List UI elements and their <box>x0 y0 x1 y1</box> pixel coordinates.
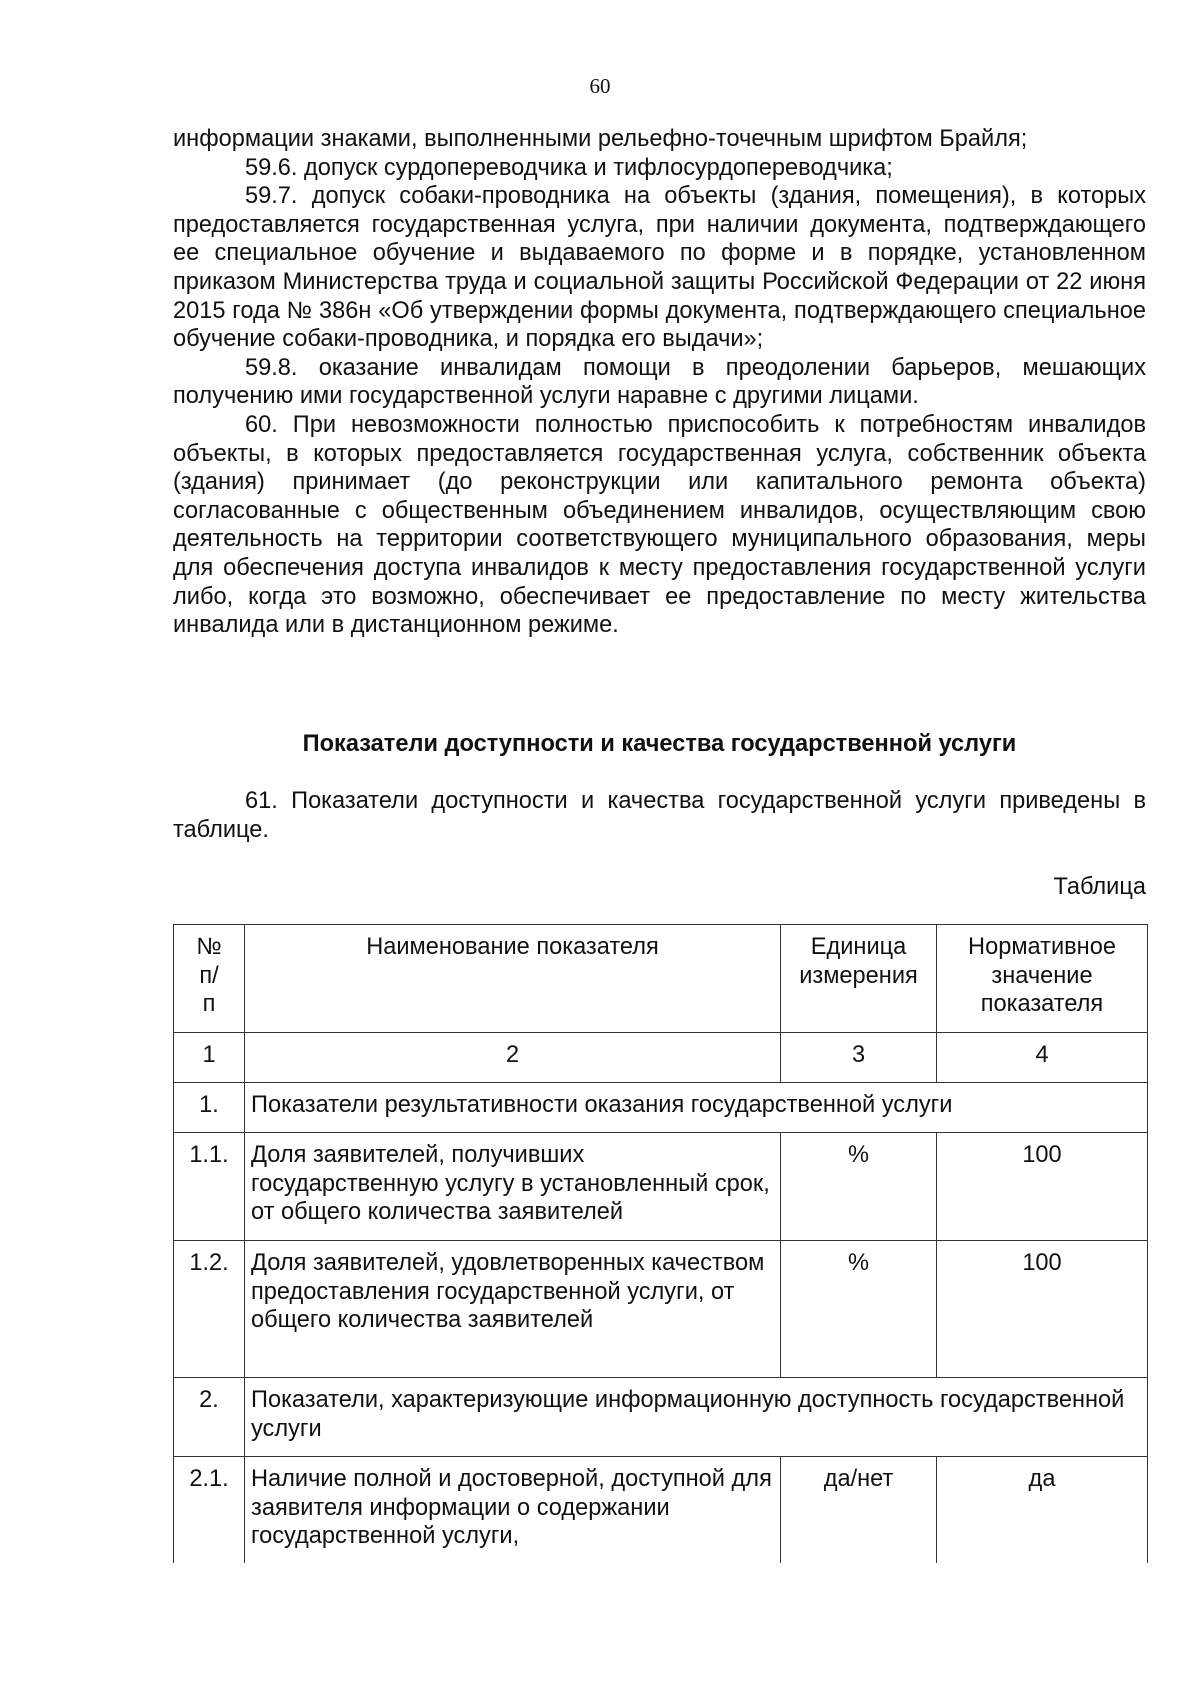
table-row <box>174 1457 1148 1563</box>
paragraph-braille: информации знаками, выполненными рельефно-точечным шрифтом Брайля; <box>173 126 1028 152</box>
table-header-row <box>174 925 1148 1033</box>
numbering-cell: 4 <box>937 1033 1148 1083</box>
section-number: 1. <box>174 1083 245 1133</box>
header-unit: Единица измерения <box>781 925 937 1033</box>
header-normative-value: Нормативное значение показателя <box>937 925 1148 1033</box>
row-number: 1.1. <box>174 1133 245 1241</box>
row-value: 100 <box>937 1241 1148 1378</box>
numbering-cell: 3 <box>781 1033 937 1083</box>
paragraph-61: 61. Показатели доступности и качества государственной услуги приведены в таблице. <box>173 788 1146 843</box>
section-number: 2. <box>174 1378 245 1457</box>
row-indicator-name: Доля заявителей, получивших государственную услугу в установленный срок, от общего количества заявителей <box>245 1133 781 1241</box>
header-number: № п/п <box>174 925 245 1033</box>
body-text <box>173 125 1146 640</box>
table-numbering-row <box>174 1033 1148 1083</box>
row-value: 100 <box>937 1133 1148 1241</box>
numbering-cell: 1 <box>174 1033 245 1083</box>
row-indicator-name: Доля заявителей, удовлетворенных качеством предоставления государственной услуги, от общего количества заявителей <box>245 1241 781 1378</box>
header-indicator-name: Наименование показателя <box>245 925 781 1033</box>
row-unit: % <box>781 1241 937 1378</box>
section-title: Показатели, характеризующие информационную доступность государственной услуги <box>245 1378 1148 1457</box>
table-row <box>174 1133 1148 1241</box>
row-unit: да/нет <box>781 1457 937 1563</box>
row-number: 1.2. <box>174 1241 245 1378</box>
paragraph-59-6: 59.6. допуск сурдопереводчика и тифлосурдопереводчика; <box>245 154 893 181</box>
row-indicator-name: Наличие полной и достоверной, доступной для заявителя информации о содержании государственной услуги, <box>245 1457 781 1563</box>
indicators-table <box>173 924 1148 1563</box>
page-number: 60 <box>589 74 611 98</box>
row-unit: % <box>781 1133 937 1241</box>
numbering-cell: 2 <box>245 1033 781 1083</box>
table-section-row <box>174 1083 1148 1133</box>
table-section-row <box>174 1378 1148 1457</box>
section-heading: Показатели доступности и качества государственной услуги <box>302 731 1017 757</box>
table-row <box>174 1241 1148 1378</box>
row-number: 2.1. <box>174 1457 245 1563</box>
paragraph-59-8: 59.8. оказание инвалидам помощи в преодолении барьеров, мешающих получению ими государственной услуги наравне с другими лицами. <box>173 354 1146 410</box>
paragraph-60: 60. При невозможности полностью приспособить к потребностям инвалидов объекты, в которых предоставляется государственная услуга, собственник объекта (здания) принимает (до реконструкции или капитального ремонта объекта) согласованные с общественным объединением инвалидов, осуществляющим свою деятельность на территории соответствующего муниципального образования, меры для обеспечения доступа инвалидов к месту предоставления государственной услуги либо, когда это возможно, обеспечивает ее предоставление по месту жительства инвалида или в дистанционном режиме. <box>173 411 1146 639</box>
row-value: да <box>937 1457 1148 1563</box>
table-caption: Таблица <box>1053 874 1146 900</box>
paragraph-59-7: 59.7. допуск собаки-проводника на объекты (здания, помещения), в которых предоставляется государственная услуга, при наличии документа, подтверждающего ее специальное обучение и выдаваемого по форме и в порядке, установленном приказом Министерства труда и социальной защиты Российской Федерации от 22 июня 2015 года № 386н «Об утверждении формы документа, подтверждающего специальное обучение собаки-проводника, и порядка его выдачи»; <box>173 183 1146 353</box>
section-title: Показатели результативности оказания государственной услуги <box>245 1083 1148 1133</box>
